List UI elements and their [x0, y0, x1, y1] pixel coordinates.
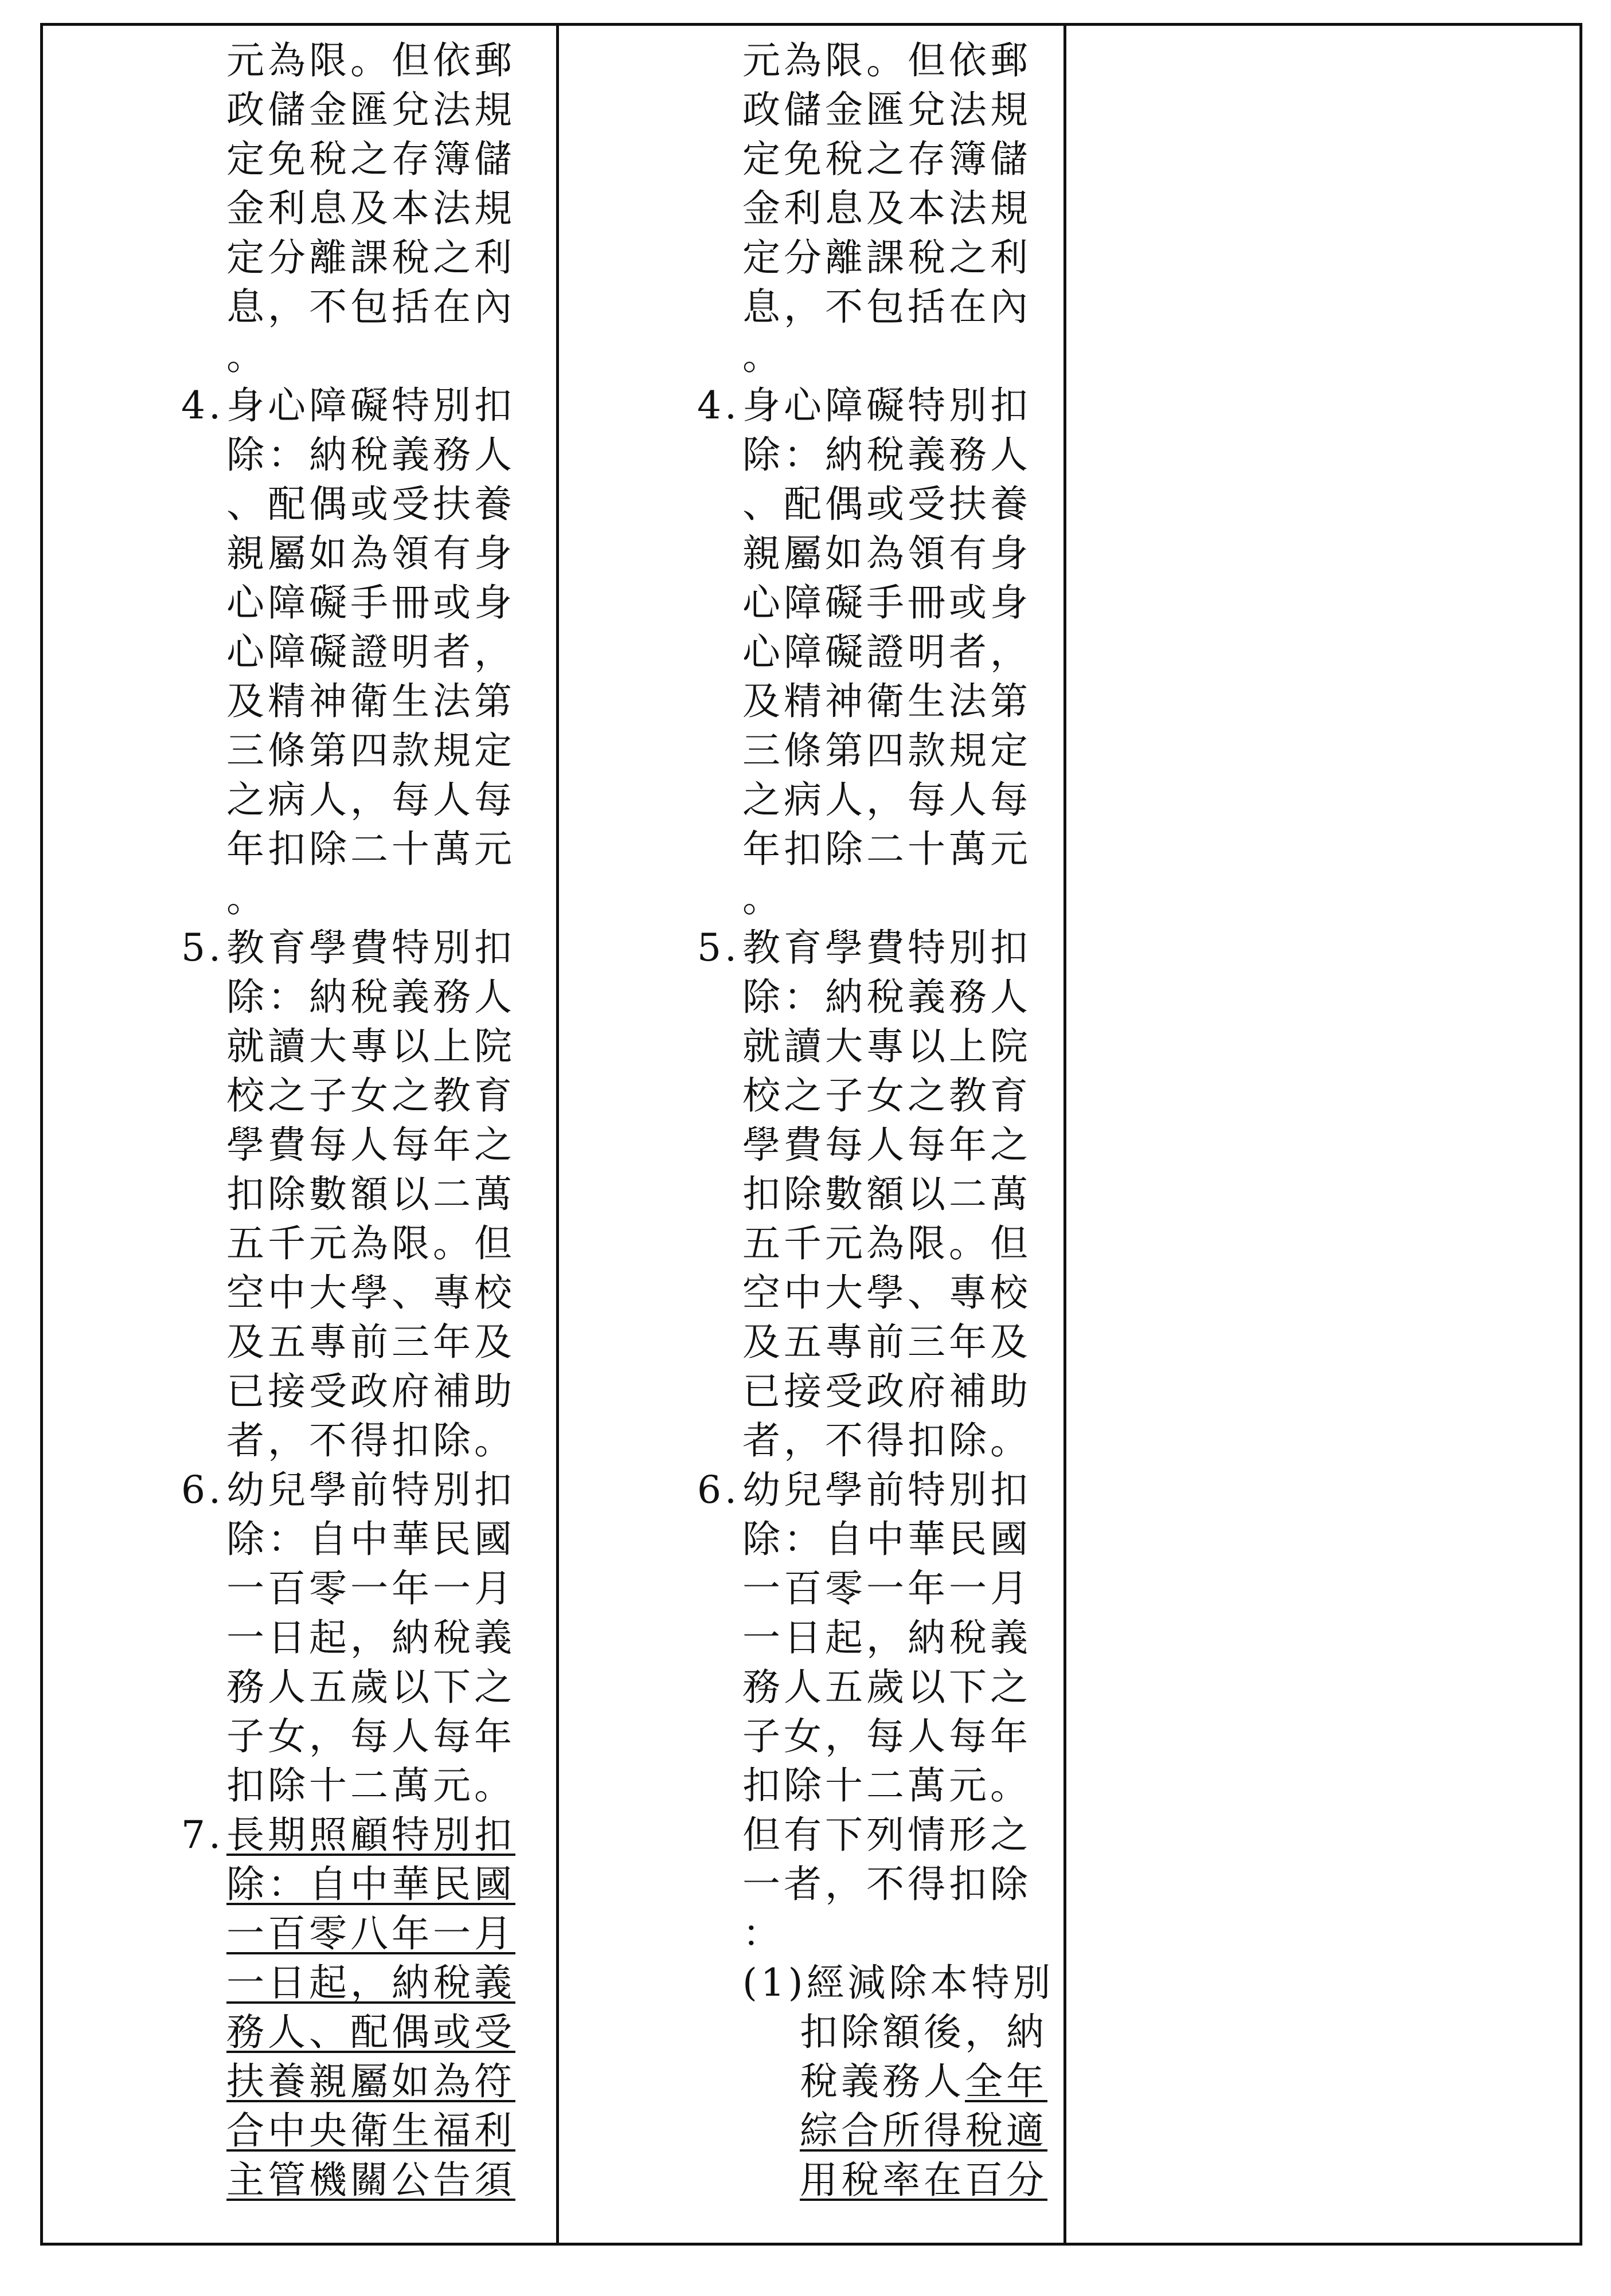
item-body	[226, 973, 548, 1466]
left-column	[158, 36, 593, 2205]
text-line: 息，不包括在內	[226, 285, 515, 329]
text-span: 之病人，每人每	[742, 778, 1031, 822]
text-line: 身心障礙特別扣	[226, 383, 515, 428]
text-line	[742, 1860, 1063, 1909]
comparison-table	[40, 23, 1582, 2246]
item-first-line	[158, 381, 593, 430]
text-span: 扣除十二萬元。	[742, 1764, 1031, 1808]
text-span: 五千元為限。但	[226, 1221, 515, 1265]
text-line	[742, 1811, 1063, 1860]
text-line	[226, 1268, 548, 1318]
item-first-line	[158, 1466, 593, 1515]
text-line: 金利息及本法規	[226, 186, 515, 230]
text-line	[226, 1170, 548, 1219]
text-line	[226, 1071, 548, 1120]
text-line: 政儲金匯兌法規	[226, 88, 515, 132]
left-intro-paragraph	[226, 36, 548, 381]
item-body	[742, 973, 1063, 1466]
text-line	[742, 825, 1063, 874]
text-span: 校之子女之教育	[226, 1073, 515, 1118]
text-line	[742, 1761, 1063, 1811]
text-span: 已接受政府補助	[742, 1369, 1031, 1413]
text-span: 一者，不得扣除	[742, 1862, 1031, 1906]
text-line	[742, 1712, 1063, 1761]
text-span: 親屬如為領有身	[742, 531, 1031, 575]
text-line	[226, 2057, 548, 2106]
text-line	[226, 825, 548, 874]
item-number: 6.	[697, 1468, 740, 1512]
text-span: 、配偶或受扶養	[742, 482, 1031, 526]
text-span: 心障礙證明者，	[226, 630, 515, 674]
text-line	[226, 1416, 548, 1466]
text-span: 稅義務人	[800, 2059, 965, 2103]
text-span: 經減除本特別	[806, 1961, 1054, 2005]
text-span: 子女，每人每年	[742, 1714, 1031, 1758]
text-line	[800, 2106, 1063, 2156]
text-span: 扣除額後，納	[800, 2010, 1047, 2054]
text-span: 校之子女之教育	[742, 1073, 1031, 1118]
text-span: 已接受政府補助	[226, 1369, 515, 1413]
text-line	[742, 1367, 1063, 1416]
left-item-6	[158, 1466, 593, 1811]
text-span: 心障礙手冊或身	[226, 581, 515, 625]
item-number: 4.	[697, 383, 740, 428]
text-line	[742, 1022, 1063, 1071]
text-line	[742, 1219, 1063, 1268]
text-line	[800, 2156, 1063, 2205]
item-body	[742, 430, 1063, 923]
text-line	[226, 2106, 548, 2156]
text-line: 。	[226, 334, 268, 378]
item-number: 7.	[181, 1813, 224, 1857]
sub-item-first-line	[742, 1958, 1109, 2008]
text-span: 合中央衛生福利	[226, 2109, 515, 2153]
text-span: 親屬如為領有身	[226, 531, 515, 575]
item-first-line	[674, 923, 1109, 973]
text-span: 及精神衛生法第	[742, 679, 1031, 723]
text-span: 務人、配偶或受	[226, 2010, 515, 2054]
text-line	[226, 1663, 548, 1712]
text-span: 及五專前三年及	[226, 1320, 515, 1364]
text-span: 五千元為限。但	[742, 1221, 1031, 1265]
item-first-line	[158, 923, 593, 973]
text-span: ：	[742, 1911, 784, 1956]
text-span: 心障礙手冊或身	[742, 581, 1031, 625]
text-line	[226, 578, 548, 628]
text-span: 除：納稅義務人	[742, 975, 1031, 1019]
text-line	[226, 1120, 548, 1170]
text-span: 一百零一年一月	[226, 1566, 515, 1611]
text-span: 除：納稅義務人	[226, 433, 515, 477]
sub-item-number: (1)	[742, 1961, 807, 2005]
text-line	[742, 1663, 1063, 1712]
text-span: 三條第四款規定	[742, 728, 1031, 773]
text-span: 子女，每人每年	[226, 1714, 515, 1758]
item-first-line	[674, 1466, 1109, 1515]
text-line	[226, 775, 548, 825]
left-item-5	[158, 923, 593, 1466]
text-line	[742, 973, 1063, 1022]
text-span: 但有下列情形之	[742, 1813, 1031, 1857]
text-span: 及精神衛生法第	[226, 679, 515, 723]
text-span: 扣除數額以二萬	[226, 1172, 515, 1216]
text-line	[226, 1318, 548, 1367]
text-line: 幼兒學前特別扣	[226, 1468, 515, 1512]
text-span: 扶養親屬如為符	[226, 2059, 515, 2103]
text-line	[742, 1416, 1063, 1466]
text-line: 教育學費特別扣	[742, 926, 1031, 970]
text-span: 務人五歲以下之	[226, 1665, 515, 1709]
text-span: 扣除十二萬元。	[226, 1764, 515, 1808]
item-number: 5.	[697, 926, 740, 970]
item-number: 5.	[181, 926, 224, 970]
text-span: 除：自中華民國	[226, 1517, 515, 1561]
middle-column	[674, 36, 1109, 2205]
text-line	[226, 529, 548, 578]
text-span: 一百零八年一月	[226, 1911, 515, 1956]
text-line: 定分離課稅之利	[226, 236, 515, 280]
text-span: 務人五歲以下之	[742, 1665, 1031, 1709]
left-item-4	[158, 381, 593, 923]
text-span: 主管機關公告須	[226, 2158, 515, 2202]
text-line	[742, 1613, 1063, 1663]
item-body	[226, 430, 548, 923]
text-line	[226, 1367, 548, 1416]
text-line	[226, 677, 548, 726]
text-line: 教育學費特別扣	[226, 926, 515, 970]
text-span: 除：自中華民國	[742, 1517, 1031, 1561]
text-span: 年扣除二十萬元	[742, 827, 1031, 871]
text-span: 。	[742, 876, 784, 920]
text-line	[800, 2008, 1063, 2057]
text-line: 元為限。但依郵	[226, 38, 515, 83]
text-span: 扣除數額以二萬	[742, 1172, 1031, 1216]
text-span: 心障礙證明者，	[742, 630, 1031, 674]
text-span: 。	[226, 876, 268, 920]
text-line	[742, 1318, 1063, 1367]
text-line	[742, 1170, 1063, 1219]
text-line: 定免稅之存簿儲	[226, 137, 515, 181]
text-span: 一百零一年一月	[742, 1566, 1031, 1611]
text-line: 金利息及本法規	[742, 186, 1031, 230]
text-line	[742, 1909, 1063, 1958]
item-first-line	[674, 381, 1109, 430]
left-item-7	[158, 1811, 593, 2205]
text-span: 及五專前三年及	[742, 1320, 1031, 1364]
text-line	[226, 1761, 548, 1811]
text-span: 三條第四款規定	[226, 728, 515, 773]
text-span: 空中大學、專校	[742, 1271, 1031, 1315]
text-span: 除：自中華民國	[226, 1862, 515, 1906]
text-span: 就讀大專以上院	[742, 1024, 1031, 1068]
text-line: 元為限。但依郵	[742, 38, 1031, 83]
text-line	[226, 1022, 548, 1071]
item-number: 4.	[181, 383, 224, 428]
text-line	[742, 1515, 1063, 1564]
item-body	[226, 1515, 548, 1811]
text-span: 、配偶或受扶養	[226, 482, 515, 526]
text-span: 一日起，納稅義	[226, 1961, 515, 2005]
text-line	[742, 1268, 1063, 1318]
text-line	[226, 1712, 548, 1761]
text-line: 政儲金匯兌法規	[742, 88, 1031, 132]
text-line	[226, 628, 548, 677]
item-body	[226, 1860, 548, 2205]
text-span: 除：納稅義務人	[742, 433, 1031, 477]
mid-item-5	[674, 923, 1109, 1466]
text-line	[226, 1860, 548, 1909]
text-line	[742, 430, 1063, 480]
text-line	[742, 1071, 1063, 1120]
text-line	[226, 973, 548, 1022]
text-line	[226, 726, 548, 775]
text-span: 之病人，每人每	[226, 778, 515, 822]
text-line: 身心障礙特別扣	[742, 383, 1031, 428]
text-line	[226, 1613, 548, 1663]
text-line	[226, 1219, 548, 1268]
text-line: 定分離課稅之利	[742, 236, 1031, 280]
text-line	[226, 430, 548, 480]
text-span: 空中大學、專校	[226, 1271, 515, 1315]
mid-item-6	[674, 1466, 1109, 1958]
text-span: 年扣除二十萬元	[226, 827, 515, 871]
text-line: 定免稅之存簿儲	[742, 137, 1031, 181]
underlined-text: 全年	[965, 2059, 1047, 2103]
text-line	[800, 2057, 1063, 2106]
text-line	[742, 677, 1063, 726]
item-body	[742, 1515, 1063, 1958]
text-line	[226, 480, 548, 529]
text-line	[742, 628, 1063, 677]
item-number: 6.	[181, 1468, 224, 1512]
text-line	[226, 2008, 548, 2057]
text-line	[742, 874, 1063, 923]
text-line: 息，不包括在內	[742, 285, 1031, 329]
text-span: 一日起，納稅義	[742, 1616, 1031, 1660]
text-line	[226, 1564, 548, 1613]
item-first-line	[158, 1811, 593, 1860]
text-line	[226, 1909, 548, 1958]
text-span: 就讀大專以上院	[226, 1024, 515, 1068]
underlined-text: 用稅率在百分	[800, 2158, 1047, 2202]
text-line: 長期照顧特別扣	[226, 1813, 515, 1857]
text-line	[226, 874, 548, 923]
text-line: 幼兒學前特別扣	[742, 1468, 1031, 1512]
text-line	[742, 480, 1063, 529]
text-line	[742, 775, 1063, 825]
text-span: 者，不得扣除。	[226, 1419, 515, 1463]
text-span: 學費每人每年之	[742, 1123, 1031, 1167]
text-line	[226, 1515, 548, 1564]
text-line	[226, 2156, 548, 2205]
sub-item-body	[800, 2008, 1063, 2205]
text-span: 除：納稅義務人	[226, 975, 515, 1019]
text-span: 者，不得扣除。	[742, 1419, 1031, 1463]
mid-item-4	[674, 381, 1109, 923]
text-line	[226, 1958, 548, 2008]
text-span: 學費每人每年之	[226, 1123, 515, 1167]
text-line	[742, 1564, 1063, 1613]
underlined-text: 綜合所得稅適	[800, 2109, 1047, 2153]
text-line	[742, 1120, 1063, 1170]
text-line: 。	[742, 334, 784, 378]
text-line	[742, 726, 1063, 775]
text-line	[742, 529, 1063, 578]
text-span: 一日起，納稅義	[226, 1616, 515, 1660]
mid-intro-paragraph	[742, 36, 1063, 381]
text-line	[742, 578, 1063, 628]
